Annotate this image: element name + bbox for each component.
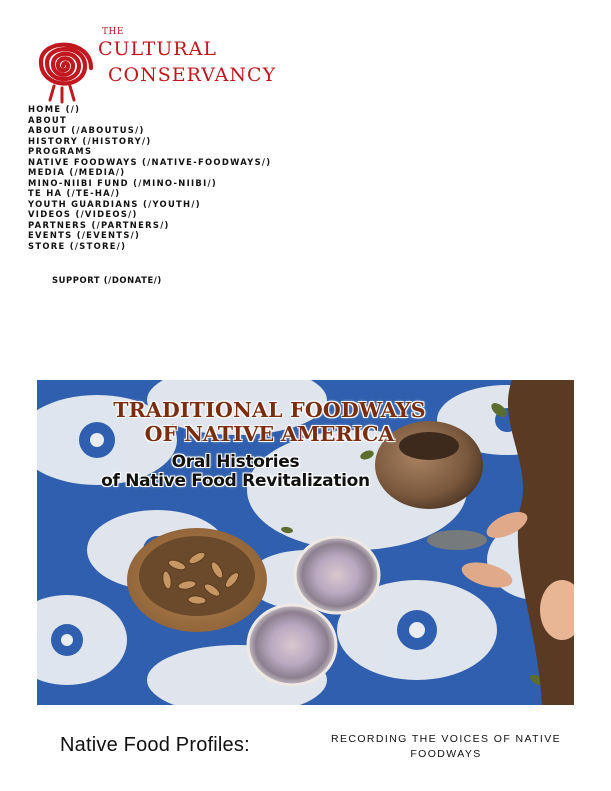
hero-subtitle-line1: Oral Histories [171,452,300,472]
logo-text-the: THE [102,27,124,37]
cultural-conservancy-logo[interactable] [26,24,277,106]
support-donate-link[interactable]: SUPPORT (/DONATE/) [52,275,162,285]
hero-title-line2: OF NATIVE AMERICA [144,422,395,446]
nav-item-partners[interactable]: PARTNERS (/PARTNERS/) [28,219,170,230]
hero-title-line1: TRADITIONAL FOODWAYS [113,398,426,422]
nav-item-about-us[interactable]: ABOUT (/ABOUTUS/) [28,125,145,135]
nav-item-videos[interactable]: VIDEOS (/VIDEOS/) [28,209,138,219]
nav-item-store[interactable]: STORE (/STORE/) [28,240,127,251]
nav-item-programs[interactable]: PROGRAMS [28,146,93,156]
nav-item-youth-guardians[interactable]: YOUTH GUARDIANS (/YOUTH/) [28,198,201,209]
recording-voices-subheading: RECORDING THE VOICES OF NATIVE FOODWAYS [330,733,562,760]
main-navigation [28,104,271,251]
hero-banner-image [37,380,574,705]
nav-item-about[interactable]: ABOUT [28,114,67,125]
nav-item-mino-niibi-fund[interactable]: MINO-NIIBI FUND (/MINO-NIIBI/) [28,177,217,188]
nav-item-history[interactable]: HISTORY (/HISTORY/) [28,135,152,146]
nav-item-events[interactable]: EVENTS (/EVENTS/) [28,230,141,240]
logo-text-conservancy: CONSERVANCY [108,64,277,86]
native-food-profiles-heading: Native Food Profiles: [60,734,250,756]
nav-item-home[interactable]: HOME (/) [28,104,81,114]
nav-item-te-ha[interactable]: TE HA (/TE-HA/) [28,188,121,198]
nav-item-native-foodways[interactable]: NATIVE FOODWAYS (/NATIVE-FOODWAYS/) [28,156,272,167]
spiral-logo-icon [26,26,100,104]
hero-subtitle-line2: of Native Food Revitalization [101,471,370,491]
logo-text-cultural: CULTURAL [98,38,217,60]
nav-item-media[interactable]: MEDIA (/MEDIA/) [28,167,126,177]
